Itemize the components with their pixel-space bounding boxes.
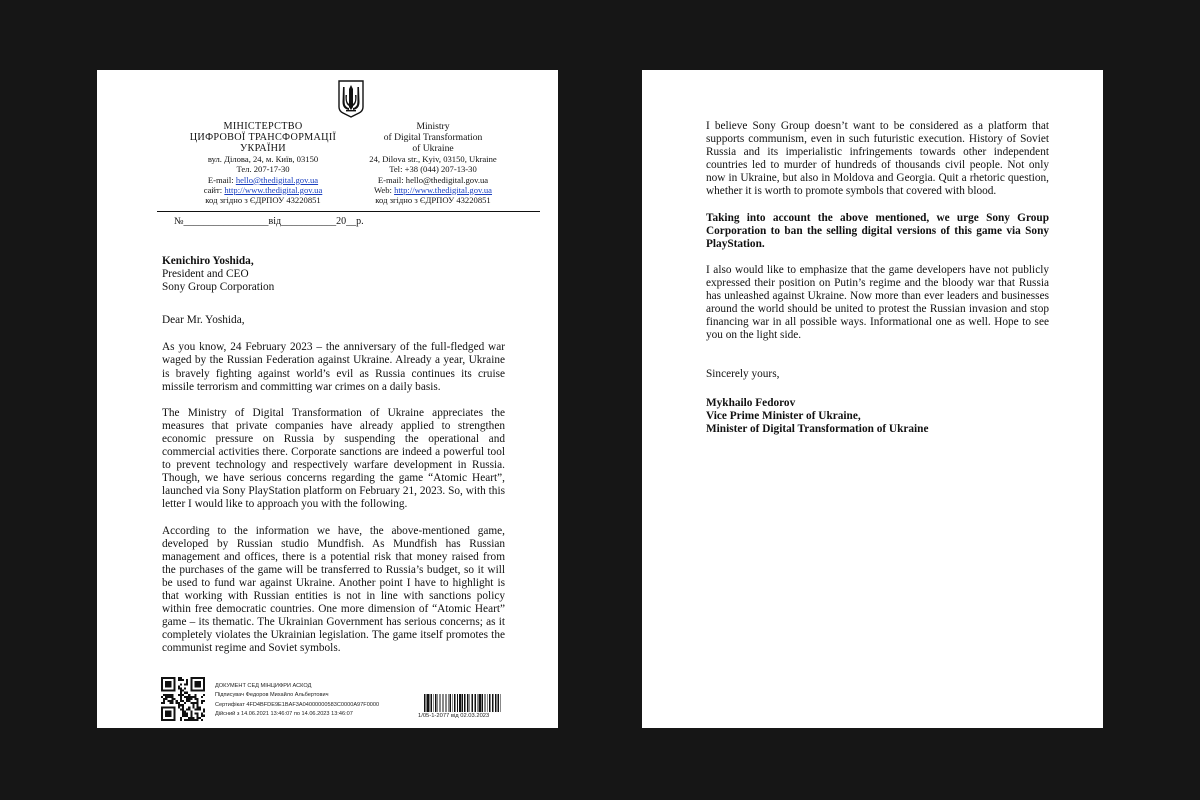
registration-number: 1/05-1-2077 від 02.03.2023	[418, 713, 490, 719]
ministry-name-en-line2: of Digital Transformation	[383, 131, 483, 143]
addressee-block	[162, 255, 505, 294]
ministry-name-ua-line3: УКРАЇНИ	[240, 142, 286, 154]
address-ua: вул. Ділова, 24, м. Київ, 03150	[207, 154, 319, 165]
ministry-name-ua-line2: ЦИФРОВОЇ ТРАНСФОРМАЦІЇ	[189, 131, 337, 143]
letter-body-page-1	[162, 255, 505, 668]
ministry-name-en-line1: Ministry	[416, 121, 450, 132]
site-row-ua	[178, 185, 348, 195]
registry-code-ua: код згідно з ЄДРПОУ 43220851	[205, 194, 321, 205]
signatory-name: Mykhailo Fedorov	[706, 396, 796, 409]
stamp-certificate: Сертифікат 4FD4BFDE9E1BAF3A04000000583C0000A97F0000	[215, 701, 380, 708]
greeting: Dear Mr. Yoshida,	[162, 314, 245, 327]
site-row-en	[348, 185, 518, 195]
sign-off: Sincerely yours,	[706, 368, 780, 381]
stamp-validity: Дійсний з 14.06.2021 13:46:07 по 14.06.2023 13:46:07	[215, 711, 353, 718]
barcode	[424, 694, 502, 712]
address-en: 24, Dilova str., Kyiv, 03150, Ukraine	[369, 154, 497, 165]
site-label-ua: сайт:	[203, 184, 225, 195]
letterhead-english	[348, 122, 518, 205]
registry-code-en: код згідно з ЄДРПОУ 43220851	[375, 194, 491, 205]
site-label-en: Web:	[373, 184, 395, 195]
qr-code	[161, 677, 205, 721]
phone-ua: Тел. 207-17-30	[236, 164, 290, 175]
paragraph-3: According to the information we have, the above-mentioned game, developed by Russian studio Mundfish. As Mundfish has Russian management and offices, there is a potential risk that money raised from the purchases of the game will be transferred to Russia’s budget, so it will be used to fund war against Ukraine. Another point I have to highlight is that working with Russian entities is not in line with sanctions policy within free democratic countries. One more dimension of “Atomic Heart” game – its thematic. The Ukrainian Government has serious concerns; as it completely violates the Ukrainian legislation. The game itself promotes the communist regime and Soviet symbols.	[162, 524, 505, 655]
email-en: E-mail: hello@thedigital.gov.ua	[377, 174, 489, 185]
signature-block	[706, 397, 1049, 436]
letterhead-ukrainian	[178, 122, 348, 205]
letterhead-divider	[157, 211, 540, 212]
addressee-name: Kenichiro Yoshida,	[162, 255, 254, 267]
letter-body-page-2	[706, 120, 1049, 436]
paragraph-1: As you know, 24 February 2023 – the anniversary of the full-fledged war waged by the Russian Federation against Ukraine. Already a year, Ukraine is bravely fighting against world’s evil as Russia continues its cruise missile terrorism and committing war crimes on a daily basis.	[162, 341, 505, 393]
ministry-name-en-line3: of Ukraine	[412, 142, 454, 154]
stamp-signer: Підписувач Федоров Михайло Альбертович	[215, 692, 329, 699]
letter-page-2	[642, 70, 1103, 728]
phone-en: Tel: +38 (044) 207-13-30	[389, 164, 477, 175]
letter-page-1	[97, 70, 558, 728]
email-row-ua	[178, 175, 348, 185]
signatory-title-2: Minister of Digital Transformation of Ukraine	[706, 422, 929, 435]
paragraph-2: The Ministry of Digital Transformation of Ukraine appreciates the measures that private companies have already applied to strengthen economic pressure on Russia by suspending the operational and commercial activities there. Corporate sanctions are indeed a powerful tool to prevent technology and respectively warfare development in Russia. Though, we have serious concerns regarding the game “Atomic Heart”, launched via Sony PlayStation platform on February 21, 2023. So, with this letter I would like to approach you with the following.	[162, 406, 505, 511]
addressee-title: President and CEO	[162, 268, 249, 281]
paragraph-4: I believe Sony Group doesn’t want to be considered as a platform that supports communism, even in such futuristic execution. History of Soviet Russia and its imperialistic infringements towards other independent countries led to murder of hundreds of thousands civil people. Not only now in Ukraine, but also in Moldova and Georgia. Quit a rhetoric question, whether it is worth to promote symbols that covered with blood.	[706, 120, 1049, 198]
email-link-ua[interactable]: hello@thedigital.gov.ua	[235, 174, 319, 185]
site-link-ua[interactable]: http://www.thedigital.gov.ua	[224, 184, 323, 195]
email-label-ua: E-mail:	[207, 174, 236, 185]
registration-line: №_________________від___________20__р.	[174, 216, 364, 227]
paragraph-5: I also would like to emphasize that the game developers have not publicly expressed their position on Putin’s regime and the bloody war that Russia has unleashed against Ukraine. Now more than ever leaders and businesses around the world should be united to protest the Russian invasion and stop financing war in all possible ways. Informational one as well. Hope to see you on the light side.	[706, 263, 1049, 342]
site-link-en[interactable]: http://www.thedigital.gov.ua	[394, 184, 493, 195]
signatory-title-1: Vice Prime Minister of Ukraine,	[706, 409, 861, 422]
ministry-name-ua-line1: МІНІСТЕРСТВО	[223, 121, 303, 132]
addressee-company: Sony Group Corporation	[162, 281, 275, 294]
paragraph-request-bold: Taking into account the above mentioned, we urge Sony Group Corporation to ban the selling digital versions of this game via Sony PlayStation.	[706, 211, 1049, 250]
digital-signature-stamp	[215, 682, 415, 720]
stamp-document-label: ДОКУМЕНТ СЕД МІНЦИФРИ АСКОД	[215, 683, 312, 689]
ukraine-trident-emblem	[337, 80, 365, 118]
